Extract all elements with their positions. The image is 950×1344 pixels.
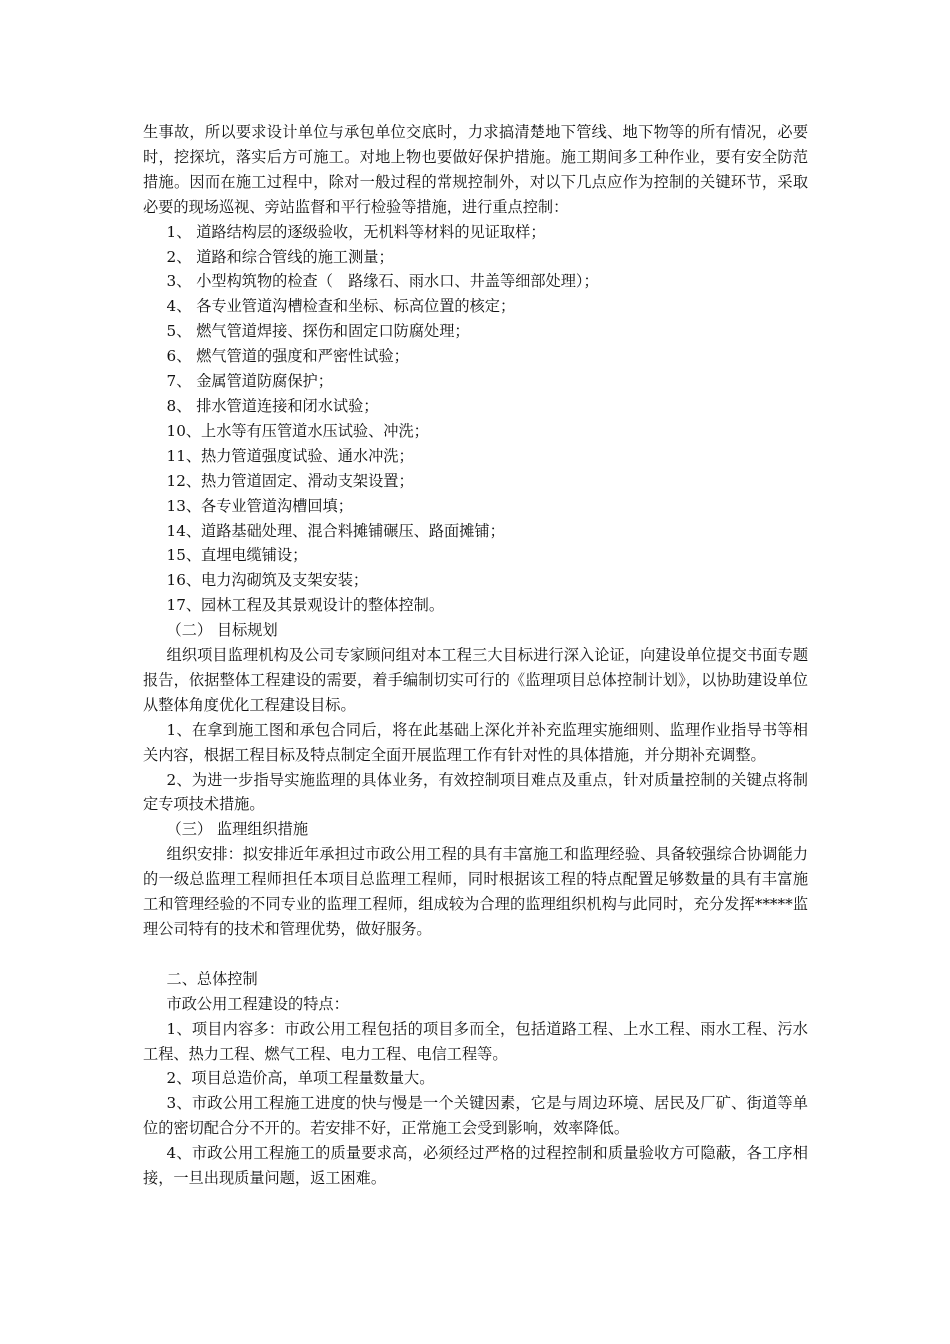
list-item: 14、道路基础处理、混合料摊铺碾压、路面摊铺； bbox=[166, 521, 505, 540]
overall-paragraph: 3、市政公用工程施工进度的快与慢是一个关键因素，它是与周边环境、居民及厂矿、街道等单位的密切配合分不开的。若安排不好，正常施工会受到影响，效率降低。 bbox=[143, 1094, 808, 1138]
section-heading-org: （三） 监理组织措施 bbox=[166, 820, 309, 839]
overall-paragraph: 4、市政公用工程施工的质量要求高，必须经过严格的过程控制和质量验收方可隐蔽，各工序相接，一旦出现质量问题，返工困难。 bbox=[143, 1144, 808, 1188]
list-item: 3、 小型构筑物的检查（ 路缘石、雨水口、井盖等细部处理）； bbox=[166, 272, 599, 291]
intro-paragraph: 生事故，所以要求设计单位与承包单位交底时，力求搞清楚地下管线、地下物等的所有情况，必要时，挖探坑，落实后方可施工。对地上物也要做好保护措施。施工期间多工种作业，要有安全防范措施。因而在施工过程中，除对一般过程的常规控制外，对以下几点应作为控制的关键环节，采取必要的现场巡视、旁站监督和平行检验等措施，进行重点控制： bbox=[143, 123, 808, 216]
list-item: 11、热力管道强度试验、通水冲洗； bbox=[166, 446, 414, 465]
list-item: 15、直埋电缆铺设； bbox=[166, 546, 308, 565]
list-item: 8、 排水管道连接和闭水试验； bbox=[166, 396, 379, 415]
list-item: 1、 道路结构层的逐级验收，无机料等材料的见证取样； bbox=[166, 222, 546, 241]
list-item: 6、 燃气管道的强度和严密性试验； bbox=[166, 347, 409, 366]
section-heading-overall: 二、总体控制 bbox=[166, 969, 258, 988]
list-item: 16、电力沟砌筑及支架安装； bbox=[166, 571, 369, 590]
document-page bbox=[143, 120, 808, 1191]
goal-paragraph: 1、在拿到施工图和承包合同后，将在此基础上深化并补充监理实施细则、监理作业指导书等相关内容，根据工程目标及特点制定全面开展监理工作有针对性的具体措施，并分期补充调整。 bbox=[143, 720, 808, 764]
list-item: 17、园林工程及其景观设计的整体控制。 bbox=[166, 596, 445, 615]
list-item: 10、上水等有压管道水压试验、冲洗； bbox=[166, 421, 429, 440]
goal-paragraph: 组织项目监理机构及公司专家顾问组对本工程三大目标进行深入论证，向建设单位提交书面专题报告，依据整体工程建设的需要，着手编制切实可行的《监理项目总体控制计划》，以协助建设单位从整体角度优化工程建设目标。 bbox=[143, 646, 808, 714]
list-item: 12、热力管道固定、滑动支架设置； bbox=[166, 471, 414, 490]
list-item: 7、 金属管道防腐保护； bbox=[166, 372, 333, 391]
key-points-list bbox=[143, 220, 808, 619]
overall-paragraph: 1、项目内容多：市政公用工程包括的项目多而全，包括道路工程、上水工程、雨水工程、污水工程、热力工程、燃气工程、电力工程、电信工程等。 bbox=[143, 1019, 808, 1063]
list-item: 5、 燃气管道焊接、探伤和固定口防腐处理； bbox=[166, 322, 470, 341]
blank-line bbox=[143, 942, 808, 967]
section-heading-goal: （二） 目标规划 bbox=[166, 621, 278, 640]
org-paragraph: 组织安排：拟安排近年承担过市政公用工程的具有丰富施工和监理经验、具备较强综合协调能力的一级总监理工程师担任本项目总监理工程师，同时根据该工程的特点配置足够数量的具有丰富施工和管理经验的不同专业的监理工程师，组成较为合理的监理组织机构与此同时，充分发挥*****监理公司特有的技术和管理优势，做好服务。 bbox=[143, 845, 808, 938]
overall-intro: 市政公用工程建设的特点： bbox=[166, 994, 349, 1013]
list-item: 2、 道路和综合管线的施工测量； bbox=[166, 247, 394, 266]
goal-paragraph: 2、为进一步指导实施监理的具体业务，有效控制项目难点及重点，针对质量控制的关键点将制定专项技术措施。 bbox=[143, 770, 808, 814]
overall-paragraph: 2、项目总造价高，单项工程量数量大。 bbox=[166, 1069, 435, 1088]
list-item: 13、各专业管道沟槽回填； bbox=[166, 496, 353, 515]
list-item: 4、 各专业管道沟槽检查和坐标、标高位置的核定； bbox=[166, 297, 516, 316]
